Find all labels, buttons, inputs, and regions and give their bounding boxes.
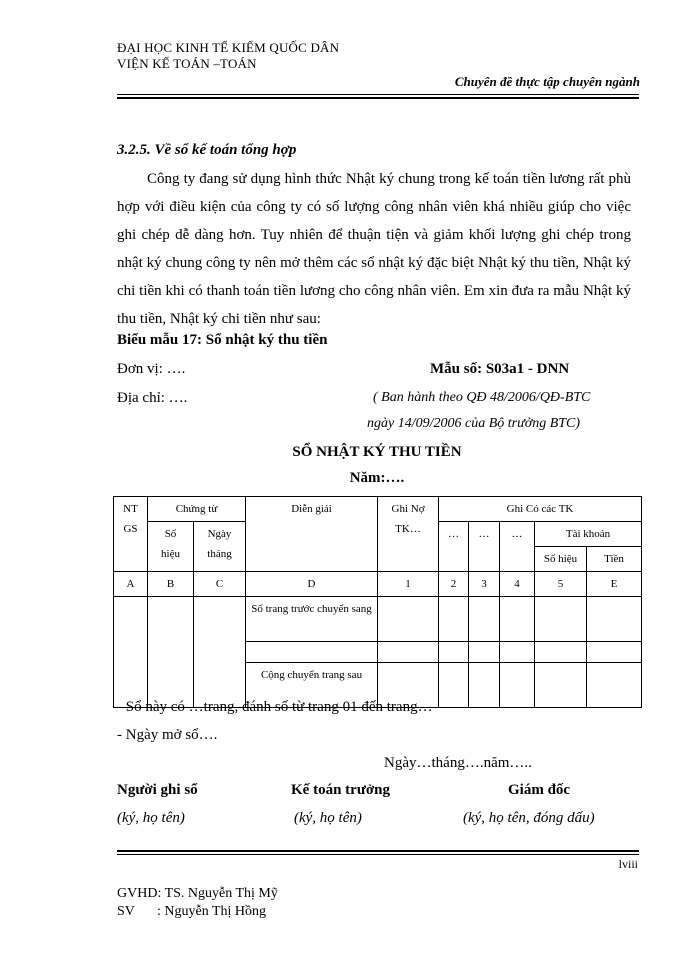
sig-chief-hint: (ký, họ tên) [294, 810, 362, 826]
page-header [117, 40, 339, 72]
header-tk-tien: Tiền [587, 547, 642, 572]
code-cell: 5 [535, 572, 587, 597]
header-so-hieu-line2: hiệu [161, 548, 180, 560]
section-title: 3.2.5. Về sổ kế toán tổng hợp [117, 142, 297, 158]
code-cell: 4 [500, 572, 535, 597]
body-cell [439, 663, 469, 708]
header-rule-thick [117, 97, 639, 99]
body-cell [378, 597, 439, 642]
body-cell [439, 597, 469, 642]
body-cell [439, 642, 469, 663]
header-tk-1: … [439, 522, 469, 572]
header-tk-2: … [469, 522, 500, 572]
footer-student: : Nguyễn Thị Hồng [157, 904, 267, 919]
code-cell: C [194, 572, 246, 597]
row-brought-forward-label: Số trang trước chuyển sang [246, 597, 378, 642]
body-cell [500, 663, 535, 708]
header-rule [117, 94, 639, 95]
header-ngay-line2: tháng [207, 548, 232, 560]
table-row-brought-forward [114, 597, 642, 642]
footer-rule-thick [117, 850, 639, 852]
note-pages: - Sổ này có …trang, đánh số từ trang 01 đến trang… [117, 699, 433, 715]
institute-name: VIỆN KẾ TOÁN –TOÁN [117, 56, 257, 71]
body-cell [535, 663, 587, 708]
header-ghi-no-line1: Ghi Nợ [391, 503, 425, 515]
form-issued-line-2: ngày 14/09/2006 của Bộ trưởng BTC) [367, 416, 581, 431]
ledger-table [113, 496, 642, 708]
header-tai-khoan: Tài khoản [535, 522, 642, 547]
header-ghi-no [378, 497, 439, 572]
sig-director: Giám đốc [508, 782, 571, 798]
header-tk-so-hieu: Số hiệu [535, 547, 587, 572]
code-cell: D [246, 572, 378, 597]
form-caption: Biểu mẫu 17: Sổ nhật ký thu tiền [117, 332, 328, 348]
code-cell: A [114, 572, 148, 597]
paragraph-text: Công ty đang sử dụng hình thức Nhật ký chung trong kế toán tiền lương rất phù hợp với điều kiện của công ty có số lượng công nhân viên khá nhiều giúp cho việc ghi chép dễ dàng hơn. Tuy nhiên để thuận tiện và giảm khối lượng ghi chép trong nhật ký chung công ty nên mở thêm các sổ nhật ký đặc biệt Nhật ký thu tiền, Nhật ký chi tiền khi có thanh toán tiền lương cho công nhân viên. Em xin đưa ra mẫu Nhật ký thu tiền, Nhật ký chi tiền như sau: [117, 171, 631, 327]
body-cell [500, 642, 535, 663]
footer-rule [117, 854, 639, 855]
body-cell [469, 663, 500, 708]
body-cell [246, 642, 378, 663]
body-cell [194, 597, 246, 708]
footer-supervisor: GVHD: TS. Nguyễn Thị Mỹ [117, 886, 278, 901]
sig-recorder-hint: (ký, họ tên) [117, 810, 185, 826]
form-issued-line-1: ( Ban hành theo QĐ 48/2006/QĐ-BTC [373, 390, 591, 405]
row-carried-forward-label: Cộng chuyển trang sau [246, 663, 378, 708]
footer-student-line [117, 903, 278, 921]
university-name: ĐẠI HỌC KINH TẾ KIỂM QUỐC DÂN [117, 40, 340, 55]
body-cell [469, 642, 500, 663]
code-cell: 2 [439, 572, 469, 597]
sig-recorder: Người ghi sổ [117, 782, 198, 798]
form-number: Mẫu số: S03a1 - DNN [430, 361, 570, 377]
header-dien-giai: Diễn giải [246, 497, 378, 572]
code-cell: B [148, 572, 194, 597]
header-ngay-thang [194, 522, 246, 572]
sig-director-hint: (ký, họ tên, đóng dấu) [463, 810, 595, 826]
header-so-hieu-line1: Số [164, 528, 177, 540]
header-ntgs-line2: GS [123, 523, 138, 535]
header-ghi-no-line2: TK… [395, 523, 421, 535]
header-ghi-co: Ghi Có các TK [439, 497, 642, 522]
footer-student-label: SV [117, 904, 135, 919]
body-cell [378, 642, 439, 663]
ledger-year: Năm:…. [349, 470, 405, 486]
body-cell [535, 642, 587, 663]
body-cell [148, 597, 194, 708]
code-cell: 3 [469, 572, 500, 597]
form-address: Địa chỉ: …. [117, 390, 188, 406]
body-cell [469, 597, 500, 642]
body-cell [535, 597, 587, 642]
body-cell [587, 663, 642, 708]
body-cell [500, 597, 535, 642]
header-chung-tu: Chứng từ [148, 497, 246, 522]
table-header-row [114, 497, 642, 522]
code-cell: E [587, 572, 642, 597]
note-date-line: Ngày…tháng….năm….. [384, 755, 532, 771]
section-paragraph [117, 165, 631, 333]
header-tk-3: … [500, 522, 535, 572]
form-unit: Đơn vị: …. [117, 361, 186, 377]
report-type: Chuyên đề thực tập chuyên ngành [454, 74, 640, 89]
header-ntgs [114, 497, 148, 572]
body-cell [114, 597, 148, 708]
header-ngay-line1: Ngày [207, 528, 232, 540]
page-number: lviii [618, 857, 638, 871]
ledger-title: SỔ NHẬT KÝ THU TIỀN [292, 444, 462, 460]
header-so-hieu [148, 522, 194, 572]
table-code-row [114, 572, 642, 597]
page-footer [117, 885, 278, 921]
body-cell [587, 642, 642, 663]
code-cell: 1 [378, 572, 439, 597]
note-open-date: - Ngày mở sổ…. [117, 727, 218, 743]
body-cell [587, 597, 642, 642]
header-ntgs-line1: NT [123, 503, 138, 515]
sig-chief-accountant: Kế toán trưởng [291, 782, 390, 798]
